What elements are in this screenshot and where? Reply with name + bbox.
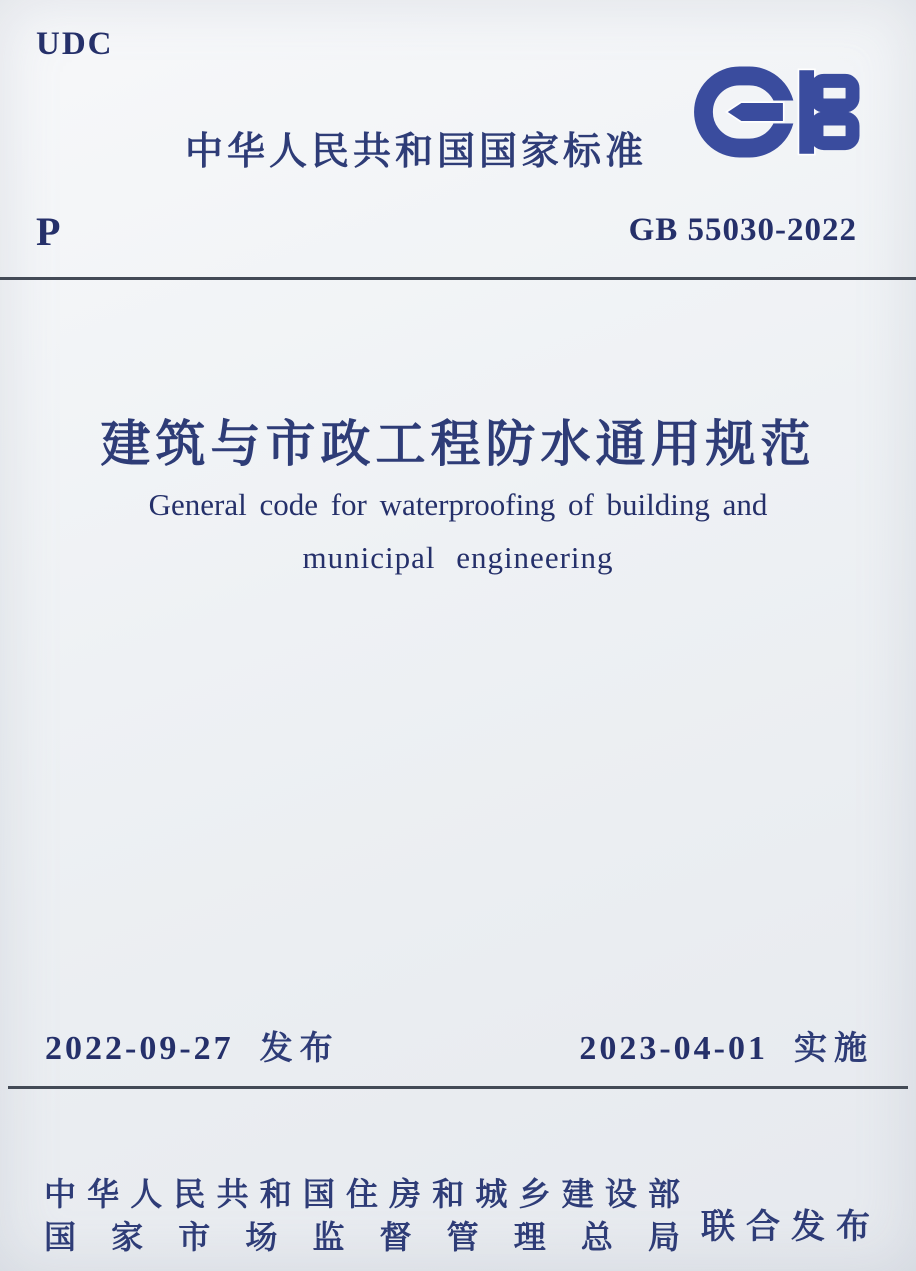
implement-date: 2023-04-01 [579, 1030, 768, 1067]
standard-number: GB 55030-2022 [628, 212, 857, 248]
publisher-char: 住 [345, 1176, 378, 1212]
publisher-char: 和 [259, 1176, 292, 1212]
standard-title-chinese: 建筑与市政工程防水通用规范 [100, 416, 816, 472]
issue-date: 2022-09-27 [45, 1030, 234, 1067]
standard-title-english-line1: General code for waterproofing of building and [148, 487, 768, 522]
national-standard-header: 中华人民共和国国家标准 [185, 131, 648, 173]
publisher-char: 国 [302, 1176, 335, 1212]
publisher-char: 共 [216, 1176, 249, 1212]
standard-title-english-line2: municipal engineering [302, 540, 614, 575]
publisher-char: 和 [432, 1176, 465, 1212]
publisher-char: 国 [44, 1219, 77, 1255]
publisher-char: 监 [312, 1219, 345, 1255]
publisher-char: 华 [87, 1176, 120, 1212]
publisher-char: 市 [178, 1219, 211, 1255]
publisher-administration [44, 1221, 680, 1253]
gb-standard-logo-icon [692, 64, 864, 160]
publisher-char: 管 [446, 1219, 479, 1255]
joint-publish-label: 联合发布 [701, 1208, 881, 1246]
dates-row [45, 1022, 874, 1069]
publisher-char: 城 [475, 1176, 508, 1212]
publisher-char: 房 [389, 1176, 422, 1212]
publisher-char: 设 [604, 1176, 637, 1212]
publisher-char: 建 [561, 1176, 594, 1212]
top-divider-rule [0, 277, 916, 280]
publisher-char: 督 [379, 1219, 412, 1255]
publisher-char: 部 [647, 1176, 680, 1212]
publisher-char: 场 [245, 1219, 278, 1255]
publisher-char: 民 [173, 1176, 206, 1212]
publisher-char: 中 [44, 1176, 77, 1212]
issue-date-group [45, 1022, 340, 1069]
publisher-char: 局 [647, 1219, 680, 1255]
bottom-divider-rule [8, 1086, 908, 1089]
publisher-char: 总 [580, 1219, 613, 1255]
udc-label: UDC [36, 26, 114, 62]
publisher-char: 家 [111, 1219, 144, 1255]
issue-label: 发布 [259, 1029, 340, 1066]
implement-label: 实施 [794, 1029, 874, 1066]
publisher-char: 乡 [518, 1176, 551, 1212]
publisher-ministry [44, 1178, 680, 1210]
implement-date-group [579, 1022, 874, 1069]
publisher-char: 人 [130, 1176, 163, 1212]
publisher-char: 理 [513, 1219, 546, 1255]
publishers-block [44, 1178, 680, 1253]
classification-code: P [36, 209, 61, 254]
